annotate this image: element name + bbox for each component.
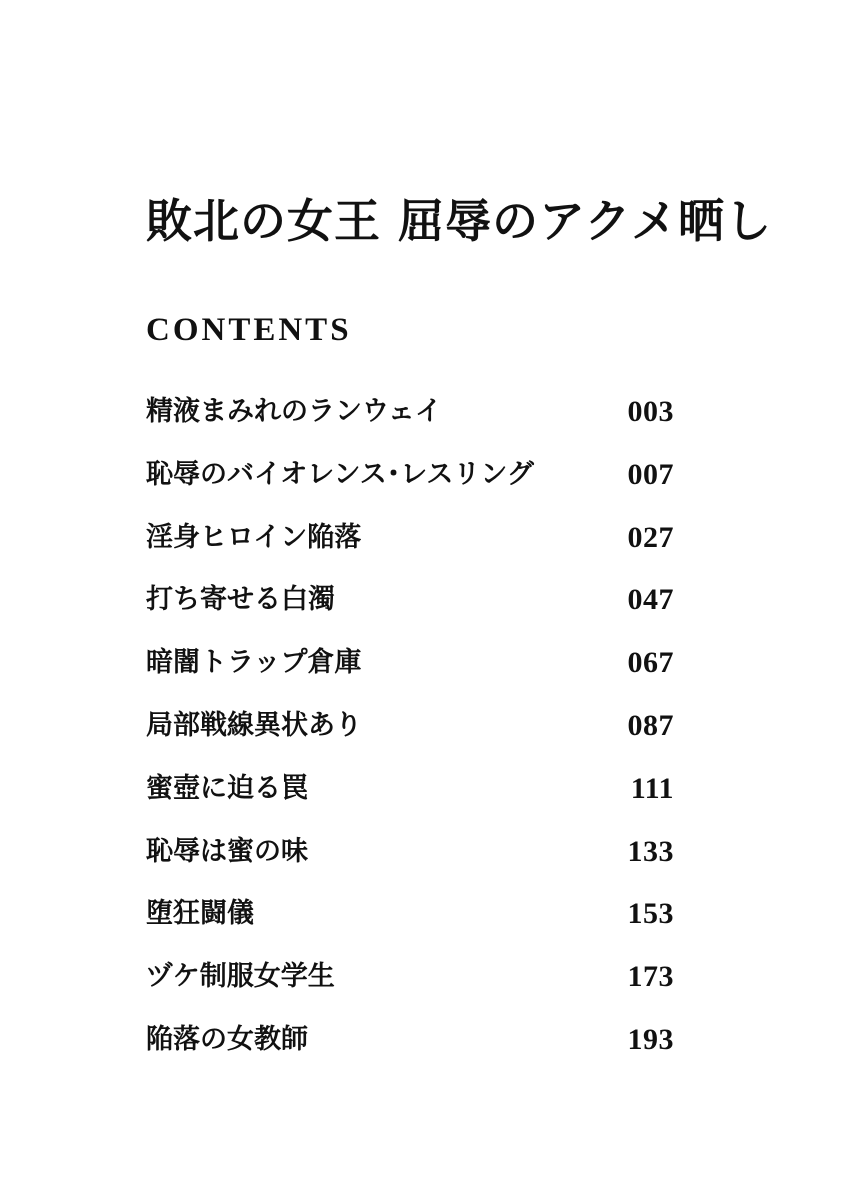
toc-entry — [146, 1020, 676, 1083]
toc-entry-title: 蜜壺に迫る罠 — [146, 772, 308, 804]
toc-entry-title: 恥辱は蜜の味 — [146, 835, 308, 867]
toc-entry-page: 007 — [627, 457, 674, 491]
toc-entry — [146, 392, 676, 455]
toc-entry-page: 173 — [627, 960, 674, 994]
toc-entry-title: ヅケ制服女学生 — [146, 961, 335, 993]
toc-entry-title: 暗闇トラップ倉庫 — [146, 647, 362, 679]
toc-entry-title: 精液まみれのランウェイ — [146, 396, 442, 427]
toc-entry-page: 153 — [627, 897, 674, 931]
toc-entry — [146, 957, 676, 1020]
toc-entry — [146, 455, 676, 518]
toc-entry-page: 047 — [627, 583, 674, 617]
toc-entry — [146, 706, 676, 769]
toc-entry-page: 193 — [627, 1022, 674, 1056]
toc-entry-page: 111 — [630, 771, 674, 805]
table-of-contents — [146, 392, 676, 1083]
toc-entry-title: 淫身ヒロイン陥落 — [146, 521, 362, 553]
toc-entry — [146, 518, 676, 581]
toc-entry-title: 陥落の女教師 — [146, 1023, 308, 1055]
toc-entry-title: 恥辱のバイオレンス･レスリング — [146, 458, 534, 490]
toc-entry-page: 133 — [627, 834, 674, 868]
toc-entry — [146, 769, 676, 832]
toc-entry-page: 027 — [627, 520, 674, 554]
book-title: 敗北の女王 屈辱のアクメ晒し — [146, 194, 773, 248]
contents-heading: CONTENTS — [146, 312, 352, 348]
toc-entry-title: 局部戦線異状あり — [146, 709, 362, 741]
toc-entry — [146, 894, 676, 957]
toc-entry-title: 打ち寄せる白濁 — [146, 584, 335, 616]
toc-entry-page: 067 — [627, 646, 674, 680]
toc-entry — [146, 580, 676, 643]
toc-entry-title: 堕狂闘儀 — [146, 898, 254, 930]
toc-entry — [146, 832, 676, 895]
toc-entry-page: 003 — [627, 395, 674, 428]
toc-entry — [146, 643, 676, 706]
toc-entry-page: 087 — [627, 708, 674, 742]
